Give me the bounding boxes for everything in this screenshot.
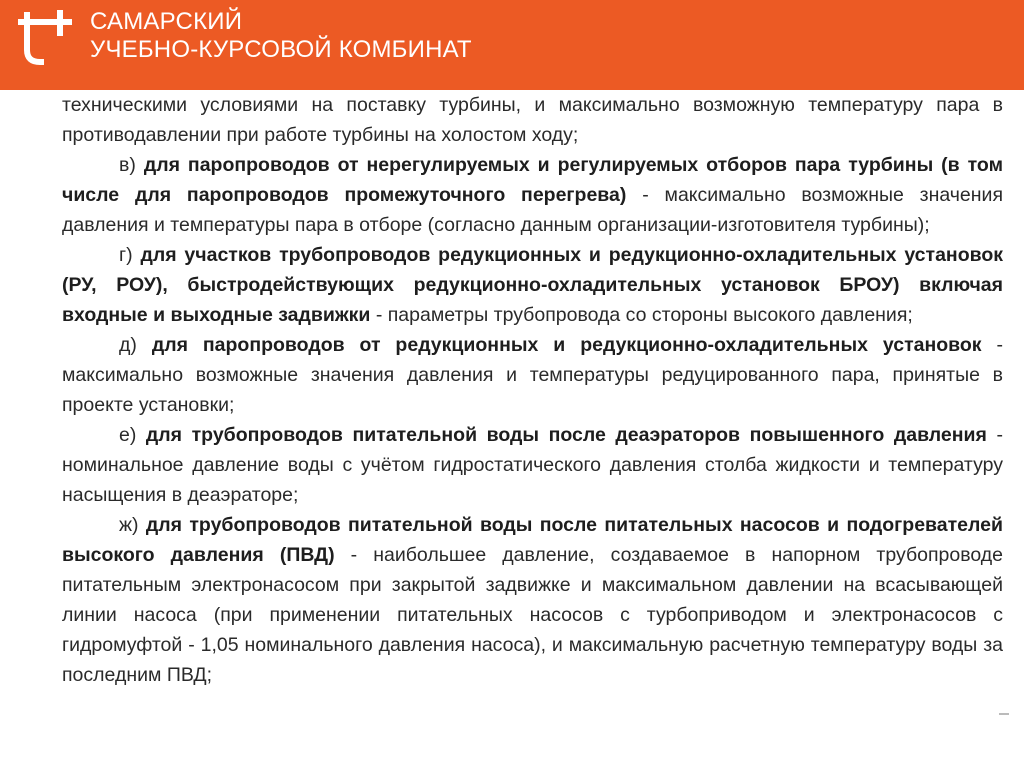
company-logo-icon [14, 8, 76, 70]
intro-paragraph: техническими условиями на поставку турбины, и максимально возможную температуру пара в противодавлении при работе турбины на холостом ходу; [62, 94, 1003, 146]
item-heading: для участков трубопроводов редукционных и редукционно-охладительных установок (РУ, РОУ), быстродействующих редукционно-охладительных установок БРОУ) включая входные и выходные задвижки [62, 244, 1004, 326]
item-heading: для паропроводов от редукционных и редукционно-охладительных установок [151, 334, 982, 356]
item-heading: для паропроводов от нерегулируемых и регулируемых отборов пара турбины (в том числе для паропроводов промежуточного перегрева) [62, 154, 1003, 206]
item-marker: г) [119, 244, 141, 266]
item-text: - максимально возможные значения давления и температуры редуцированного пара, принятые в проекте установки; [62, 334, 1004, 416]
item-text: - номинальное давление воды с учётом гидростатического давления столба жидкости и температуру насыщения в деаэраторе; [62, 424, 1003, 506]
slide-corner-mark-icon [998, 711, 1010, 717]
item-text: - наибольшее давление, создаваемое в напорном трубопроводе питательным электронасосом при закрытой задвижке и максимальном давлении на всасывающей линии насоса (при применении питательных насосов с турбоприводом и электронасосов с гидромуфтой - 1,05 номинального давления насоса), и максимальную расчетную температуру воды за последним ПВД; [62, 544, 1003, 686]
item-marker: д) [119, 334, 152, 356]
item-marker: е) [119, 424, 146, 446]
list-item [62, 330, 1003, 420]
item-marker: ж) [119, 514, 146, 536]
list-item [62, 240, 1003, 330]
document-body [62, 90, 1003, 690]
item-heading: для трубопроводов питательной воды после питательных насосов и подогревателей высокого давления (ПВД) [62, 514, 1003, 566]
organization-name [90, 8, 472, 64]
org-name-line-2: УЧЕБНО-КУРСОВОЙ КОМБИНАТ [90, 36, 472, 63]
org-name-line-1: САМАРСКИЙ [90, 8, 243, 35]
item-marker: в) [119, 154, 144, 176]
header-bar [0, 0, 1024, 90]
item-text: - максимально возможные значения давления и температуры пара в отборе (согласно данным организации-изготовителя турбины); [62, 184, 1003, 236]
item-heading: для трубопроводов питательной воды после деаэраторов повышенного давления [145, 424, 987, 446]
list-item [62, 150, 1003, 240]
list-item [62, 420, 1003, 510]
item-text: - параметры трубопровода со стороны высокого давления; [370, 304, 913, 326]
list-item [62, 510, 1003, 690]
